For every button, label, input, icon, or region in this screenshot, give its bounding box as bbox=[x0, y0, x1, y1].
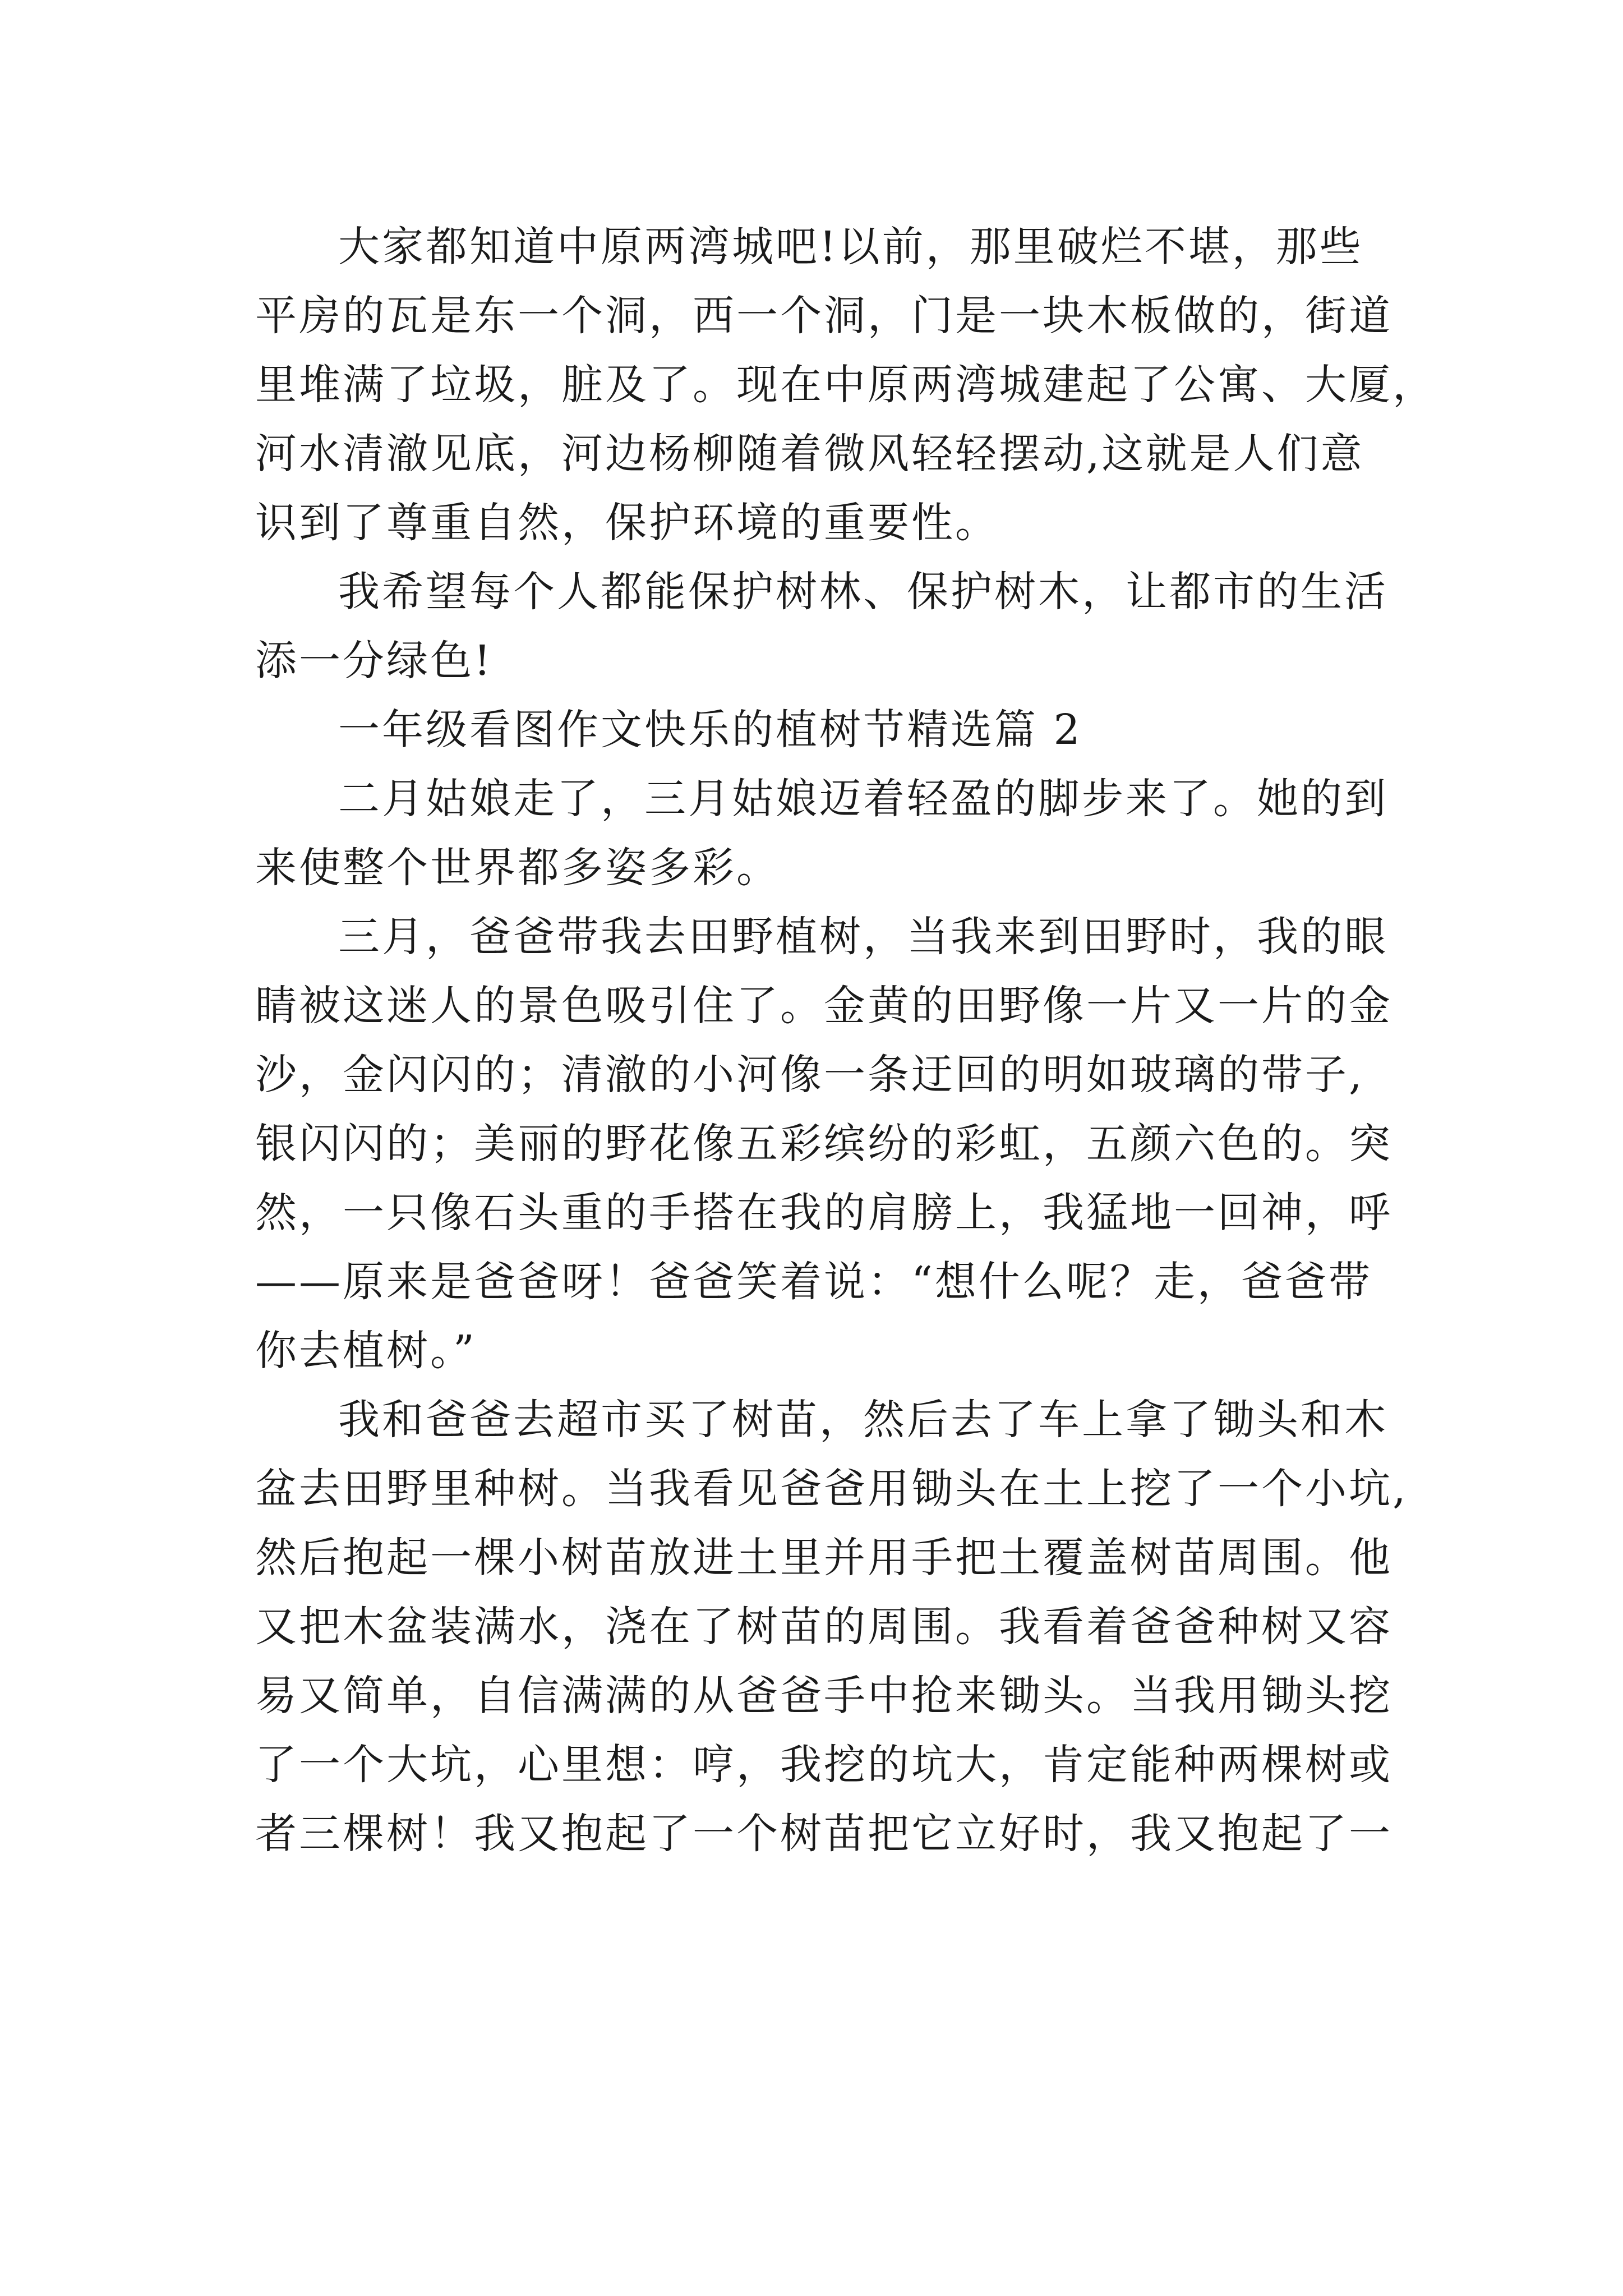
paragraph-4-line-2: 睛被这迷人的景色吸引住了。金黄的田野像一片又一片的金 bbox=[255, 982, 1393, 1030]
paragraph-1-line-3: 里堆满了垃圾，脏及了。现在中原两湾城建起了公寓、大厦， bbox=[255, 361, 1436, 409]
paragraph-3-line-2: 来使整个世界都多姿多彩。 bbox=[255, 844, 780, 892]
paragraph-5-line-7: 者三棵树！我又抱起了一个树苗把它立好时，我又抱起了一 bbox=[255, 1810, 1393, 1858]
paragraph-4-line-5: 然，一只像石头重的手搭在我的肩膀上，我猛地一回神，呼 bbox=[255, 1189, 1393, 1237]
paragraph-3-line-1: 二月姑娘走了，三月姑娘迈着轻盈的脚步来了。她的到 bbox=[338, 775, 1388, 823]
paragraph-5-line-2: 盆去田野里种树。当我看见爸爸用锄头在土上挖了一个小坑, bbox=[255, 1465, 1408, 1513]
paragraph-4-line-4: 银闪闪的；美丽的野花像五彩缤纷的彩虹，五颜六色的。突 bbox=[255, 1120, 1393, 1168]
paragraph-4-line-1: 三月，爸爸带我去田野植树，当我来到田野时，我的眼 bbox=[338, 913, 1388, 961]
paragraph-1-line-2: 平房的瓦是东一个洞，西一个洞，门是一块木板做的，街道 bbox=[255, 292, 1393, 340]
paragraph-2-line-1: 我希望每个人都能保护树林、保护树木，让都市的生活 bbox=[338, 568, 1388, 616]
paragraph-1-line-4: 河水清澈见底，河边杨柳随着微风轻轻摆动,这就是人们意 bbox=[255, 430, 1364, 478]
paragraph-5-line-4: 又把木盆装满水，浇在了树苗的周围。我看着爸爸种树又容 bbox=[255, 1603, 1393, 1651]
paragraph-5-line-1: 我和爸爸去超市买了树苗，然后去了车上拿了锄头和木 bbox=[338, 1396, 1388, 1444]
paragraph-1-line-1: 大家都知道中原两湾城吧!以前，那里破烂不堪，那些 bbox=[338, 223, 1363, 271]
paragraph-5-line-6: 了一个大坑，心里想：哼，我挖的坑大，肯定能种两棵树或 bbox=[255, 1741, 1393, 1789]
paragraph-4-line-7: 你去植树。” bbox=[255, 1327, 477, 1375]
paragraph-4-line-3: 沙，金闪闪的；清澈的小河像一条迂回的明如玻璃的带子, bbox=[255, 1051, 1364, 1099]
paragraph-1-line-5: 识到了尊重自然，保护环境的重要性。 bbox=[255, 499, 999, 547]
paragraph-5-line-3: 然后抱起一棵小树苗放进土里并用手把土覆盖树苗周围。他 bbox=[255, 1534, 1393, 1582]
paragraph-5-line-5: 易又简单，自信满满的从爸爸手中抢来锄头。当我用锄头挖 bbox=[255, 1672, 1393, 1720]
section-heading: 一年级看图作文快乐的植树节精选篇 2 bbox=[338, 706, 1082, 754]
paragraph-2-line-2: 添一分绿色! bbox=[255, 637, 493, 685]
paragraph-4-line-6: ——原来是爸爸呀！爸爸笑着说：“想什么呢？走，爸爸带 bbox=[255, 1258, 1372, 1306]
